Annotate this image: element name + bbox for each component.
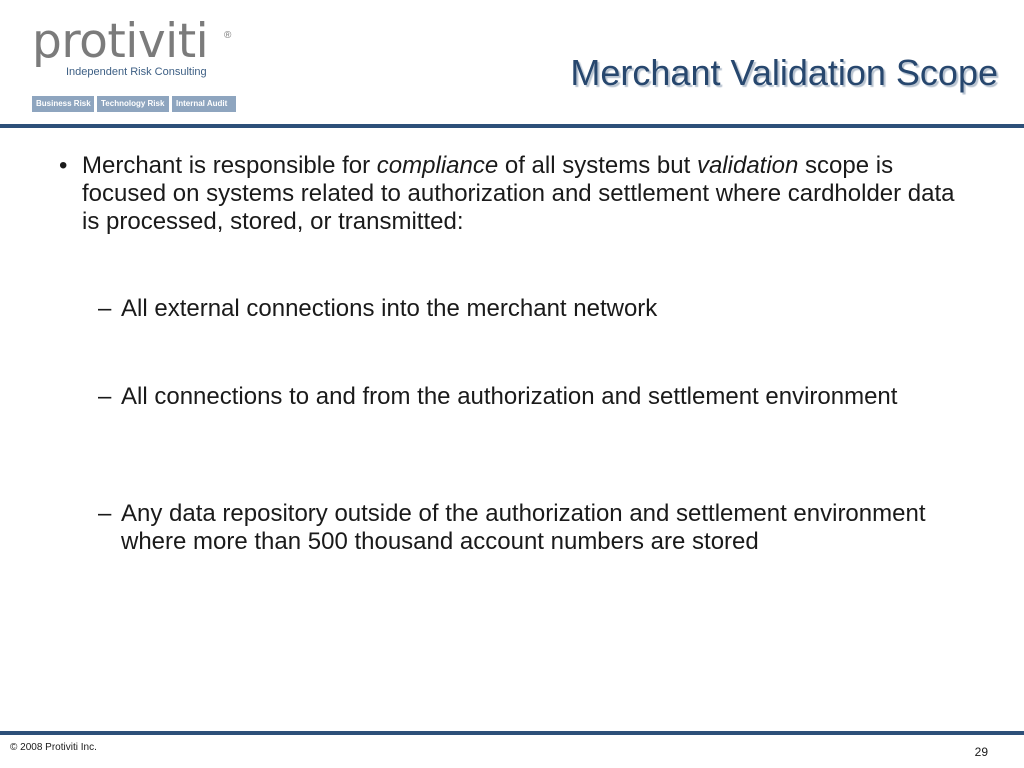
bullet-text-part2: of all systems but [498,152,697,179]
sub-bullet-marker: – [98,500,112,527]
footer-divider [0,731,1024,735]
logo-tab-business-risk: Business Risk [32,96,94,112]
main-bullet-text [82,152,962,236]
logo-tagline: Independent Risk Consulting [66,66,207,78]
bullet-text-part3: scope is focused on systems related to authorization and settlement where cardholder data is processed, stored, or transmitted: [82,152,955,235]
logo-tabs [32,96,236,112]
bullet-text-part1: Merchant is responsible for [82,152,377,179]
logo-registered-mark: ® [224,30,232,41]
sub-bullet-text: Any data repository outside of the authorization and settlement environment where more than 500 thousand account numbers are stored [121,500,926,555]
bullet-emphasis-validation: validation [696,152,799,179]
sub-bullet-marker: – [98,295,112,322]
logo-wordmark: protiviti [32,14,209,69]
bullet-marker: • [59,152,68,179]
logo-tab-internal-audit: Internal Audit [172,96,236,112]
header-divider [0,124,1024,128]
copyright-notice: © 2008 Protiviti Inc. [10,742,97,753]
slide-title: Merchant Validation Scope [570,52,998,93]
sub-bullet-text: All connections to and from the authorization and settlement environment [121,383,898,410]
bullet-emphasis-compliance: compliance [376,152,499,179]
logo-tab-technology-risk: Technology Risk [97,96,169,112]
protiviti-logo [30,14,240,118]
sub-bullet-text: All external connections into the merchant network [121,295,658,322]
sub-bullet-marker: – [98,383,112,410]
page-number: 29 [974,745,988,759]
